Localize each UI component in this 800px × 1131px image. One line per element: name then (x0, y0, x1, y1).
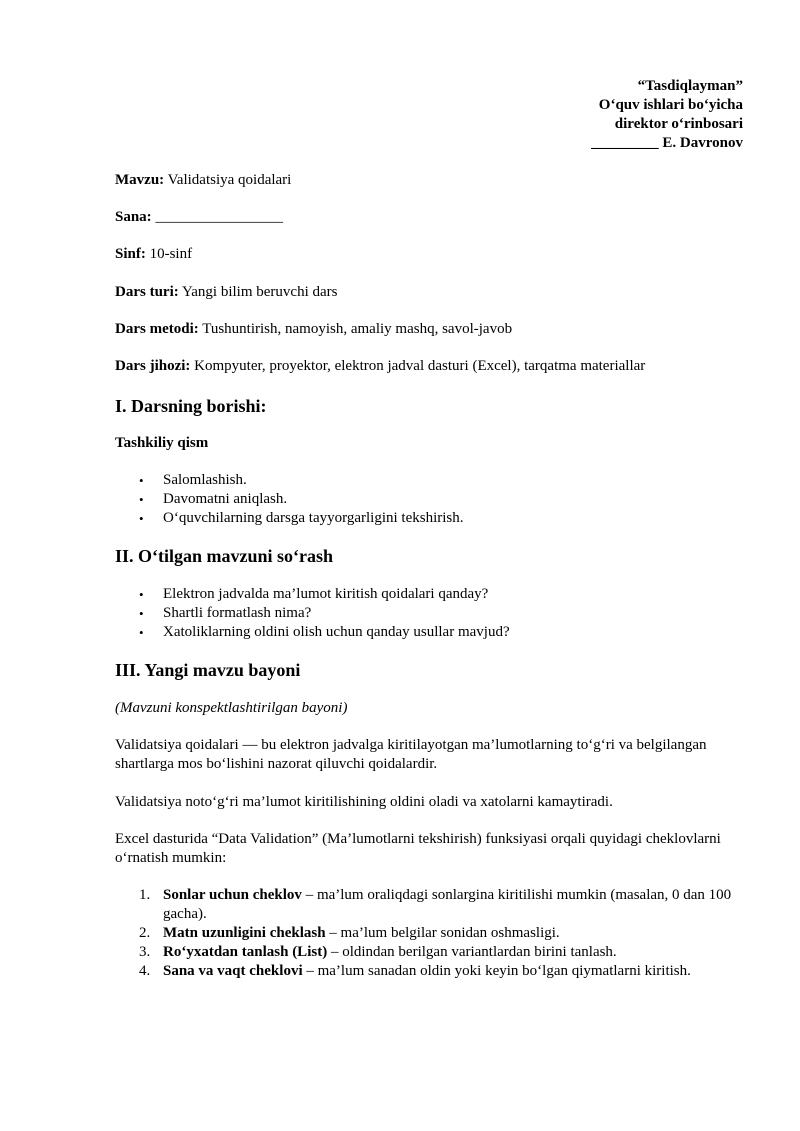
field-dars-jihozi (115, 357, 645, 376)
section1-heading: I. Darsning borishi: (115, 396, 267, 416)
approval-position-line2: direktor o‘rinbosari (614, 116, 743, 132)
section1-subheading: Tashkiliy qism (115, 435, 209, 451)
list-item: • Xatoliklarning oldini olish uchun qanday usullar mavjud? (139, 624, 510, 640)
bullet-icon: • (139, 587, 144, 602)
field-sana (115, 208, 283, 227)
field-mavzu-value: Validatsiya qoidalari (164, 172, 292, 188)
section3-note: (Mavzuni konspektlashtirilgan bayoni) (115, 700, 348, 716)
section3-paragraph1: Validatsiya qoidalari — bu elektron jadvalga kiritilayotgan ma’lumotlarning to‘g‘ri va belgilangan shartlarga mos bo‘lishini nazorat qiluvchi qoidalardir. (115, 737, 707, 772)
list-item: 3. Ro‘yxatdan tanlash (List) – oldindan berilgan variantlardan birini tanlash. (139, 944, 617, 960)
field-dars-turi-value: Yangi bilim beruvchi dars (178, 284, 338, 300)
approval-title: “Tasdiqlayman” (637, 78, 743, 94)
approval-signature: _________ E. Davronov (591, 135, 743, 151)
field-dars-metodi-label: Dars metodi: (115, 321, 199, 337)
bullet-icon: • (139, 492, 144, 507)
bullet-icon: • (139, 606, 144, 621)
field-dars-turi-label: Dars turi: (115, 284, 179, 300)
section2-list (115, 585, 510, 642)
field-sinf-label: Sinf: (115, 246, 146, 262)
field-sinf (115, 245, 192, 264)
field-dars-jihozi-value: Kompyuter, proyektor, elektron jadval dasturi (Excel), tarqatma materiallar (190, 358, 646, 374)
section3-paragraph2: Validatsiya noto‘g‘ri ma’lumot kiritilishining oldini oladi va xatolarni kamaytiradi. (115, 794, 613, 810)
field-sana-value: _________________ (151, 209, 283, 225)
field-dars-jihozi-label: Dars jihozi: (115, 358, 191, 374)
approval-position-line1: O‘quv ishlari bo‘yicha (598, 97, 743, 113)
list-item: • Elektron jadvalda ma’lumot kiritish qoidalari qanday? (139, 586, 489, 602)
field-sana-label: Sana: (115, 209, 152, 225)
field-dars-metodi-value: Tushuntirish, namoyish, amaliy mashq, savol-javob (198, 321, 513, 337)
field-dars-turi (115, 283, 338, 302)
list-item: 4. Sana va vaqt cheklovi – ma’lum sanadan oldin yoki keyin bo‘lgan qiymatlarni kiritish. (139, 963, 691, 979)
list-item: • Shartli formatlash nima? (139, 605, 312, 621)
list-item: • Salomlashish. (139, 472, 247, 488)
field-sinf-value: 10-sinf (145, 246, 193, 262)
bullet-icon: • (139, 625, 144, 640)
section1-list (115, 471, 464, 528)
field-mavzu-label: Mavzu: (115, 172, 165, 188)
approval-block (591, 77, 743, 153)
list-item: • O‘quvchilarning darsga tayyorgarligini tekshirish. (139, 510, 464, 526)
list-item: 2. Matn uzunligini cheklash – ma’lum belgilar sonidan oshmasligi. (139, 925, 560, 941)
bullet-icon: • (139, 511, 144, 526)
list-item: • Davomatni aniqlash. (139, 491, 288, 507)
field-mavzu (115, 171, 291, 190)
section3-numbered-list (115, 886, 743, 981)
section2-heading: II. O‘tilgan mavzuni so‘rash (115, 546, 334, 566)
field-dars-metodi (115, 320, 512, 339)
bullet-icon: • (139, 473, 144, 488)
section3-heading: III. Yangi mavzu bayoni (115, 660, 301, 680)
list-item: 1. Sonlar uchun cheklov – ma’lum oraliqdagi sonlargina kiritilishi mumkin (masalan, 0 dan 100 gacha). (139, 887, 732, 922)
section3-paragraph3: Excel dasturida “Data Validation” (Ma’lumotlarni tekshirish) funksiyasi orqali quyidagi cheklovlarni o‘rnatish mumkin: (115, 831, 721, 866)
